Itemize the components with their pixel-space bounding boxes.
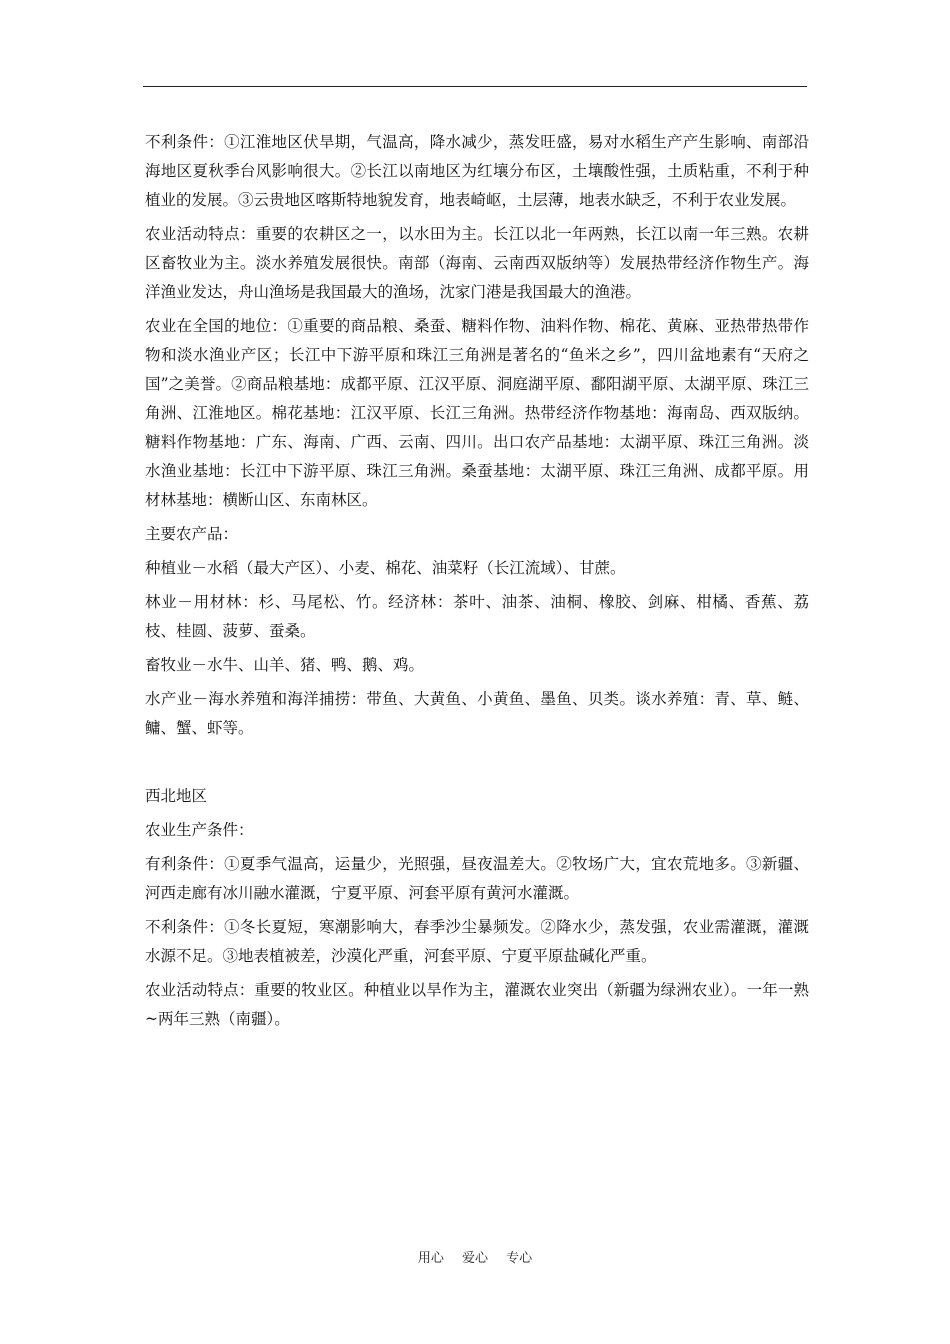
paragraph-favorable-conditions-northwest: 有利条件：①夏季气温高，运量少，光照强，昼夜温差大。②牧场广大，宜农荒地多。③新疆、河西走廊有冰川融水灌溉，宁夏平原、河套平原有黄河水灌溉。 [145,855,809,902]
paragraph-production-conditions-heading: 农业生产条件： [145,821,254,839]
paragraph-livestock: 畜牧业－水牛、山羊、猪、鸭、鹅、鸡。 [145,656,425,674]
footer-word: 用心 [417,1251,444,1266]
paragraph-crops: 种植业－水稻（最大产区）、小麦、棉花、油菜籽（长江流域）、甘蔗。 [145,559,626,577]
section-title-northwest: 西北地区 [145,787,208,805]
paragraph-main-products-heading: 主要农产品： [145,525,239,543]
paragraph-adverse-conditions-northwest: 不利条件：①冬长夏短，寒潮影响大，春季沙尘暴频发。②降水少，蒸发强，农业需灌溉，灌溉水源不足。③地表植被差，沙漠化严重，河套平原、宁夏平原盐碱化严重。 [145,918,809,965]
paragraph-agriculture-features-south: 农业活动特点：重要的农耕区之一，以水田为主。长江以北一年两熟，长江以南一年三熟。农耕区畜牧业为主。淡水养殖发展很快。南部（海南、云南西双版纳等）发展热带经济作物生产。海洋渔业发达，舟山渔场是我国最大的渔场，沈家门港是我国最大的渔港。 [145,225,809,301]
footer-word: 专心 [506,1251,533,1266]
document-body [145,128,809,1039]
header-rule [143,86,807,87]
paragraph-forestry: 林业－用材林：杉、马尾松、竹。经济林：茶叶、油茶、油桐、橡胶、剑麻、柑橘、香蕉、荔枝、桂圆、菠萝、蚕桑。 [145,593,809,640]
paragraph-adverse-conditions-south: 不利条件：①江淮地区伏旱期，气温高，降水减少，蒸发旺盛，易对水稻生产产生影响、南部沿海地区夏秋季台风影响很大。②长江以南地区为红壤分布区，土壤酸性强，土质粘重，不利于种植业的发展。③云贵地区喀斯特地貌发育，地表崎岖，土层薄，地表水缺乏，不利于农业发展。 [145,133,809,209]
paragraph-national-status: 农业在全国的地位：①重要的商品粮、桑蚕、糖料作物、油料作物、棉花、黄麻、亚热带热带作物和淡水渔业产区；长江中下游平原和珠江三角洲是著名的“鱼米之乡”，四川盆地素有“天府之国”之美誉。②商品粮基地：成都平原、江汉平原、洞庭湖平原、鄱阳湖平原、太湖平原、珠江三角洲、江淮地区。棉花基地：江汉平原、长江三角洲。热带经济作物基地：海南岛、西双版纳。糖料作物基地：广东、海南、广西、云南、四川。出口农产品基地：太湖平原、珠江三角洲。淡水渔业基地：长江中下游平原、珠江三角洲。桑蚕基地：太湖平原、珠江三角洲、成都平原。用材林基地：横断山区、东南林区。 [145,317,809,509]
paragraph-agriculture-features-northwest: 农业活动特点：重要的牧业区。种植业以旱作为主，灌溉农业突出（新疆为绿洲农业）。一年一熟~两年三熟（南疆）。 [145,981,809,1028]
page-footer [0,1247,950,1266]
footer-word: 爱心 [461,1251,488,1266]
section-gap [145,748,809,782]
paragraph-aquaculture: 水产业－海水养殖和海洋捕捞：带鱼、大黄鱼、小黄鱼、墨鱼、贝类。谈水养殖：青、草、鲢、鳙、蟹、虾等。 [145,690,809,737]
